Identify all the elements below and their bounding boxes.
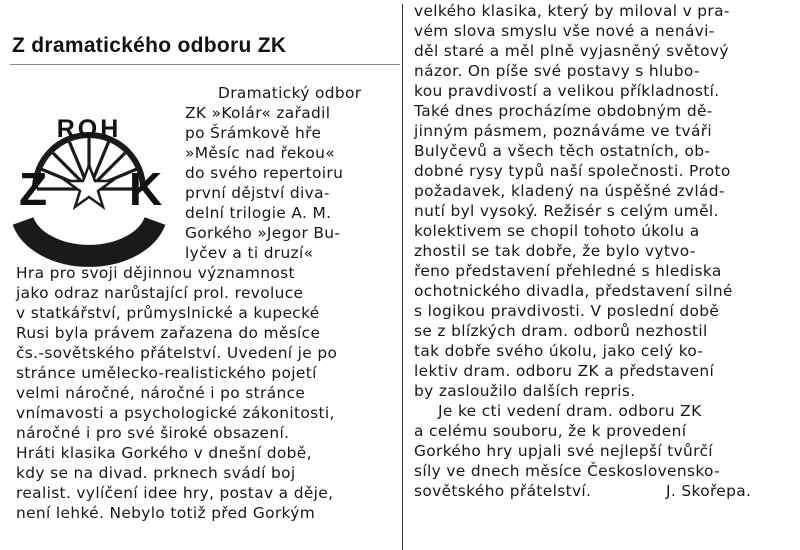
text-line: v statkářství, průmyslnické a kupecké [16, 304, 320, 322]
logo-bottom-text: AZNP [51, 207, 125, 239]
text-line: po Šrámkově hře [185, 124, 322, 142]
text-line: řeno představení přehledné s hlediska [414, 262, 722, 280]
text-line: sovětského přátelství. [414, 482, 592, 500]
text-line: stránce umělecko-realistického pojetí [16, 364, 317, 382]
text-line: jako odraz narůstající prol. revoluce [16, 284, 304, 302]
text-line: zhostil se tak dobře, že bylo vytvo- [414, 242, 696, 260]
text-line: děl staré a měl plně vyjasněný světový [414, 42, 729, 60]
text-line: Rusi byla právem zařazena do měsíce [16, 324, 321, 342]
text-line: požadavek, kladený na úspěšné zvlád- [414, 182, 725, 200]
text-line: čs.-sovětského přátelství. Uvedení je po [16, 344, 338, 362]
text-line: dobné rysy typů naší společnosti. Proto [414, 162, 731, 180]
text-line: tak dobře svého úkolu, jako celý ko- [414, 342, 704, 360]
text-line: jinným pásmem, poznáváme ve tváři [414, 122, 713, 140]
text-line: kdy se na divad. prknech svádí boj [16, 464, 296, 482]
text-line: Dramatický odbor [218, 84, 362, 102]
roh-zk-aznp-logo [5, 103, 171, 273]
text-line: Gorkého hry upjali své nejlepší tvůrčí [414, 442, 713, 460]
text-line: vnímavosti a psychologické zákonitosti, [16, 404, 335, 422]
text-line: velmi náročné, náročné i po stránce [16, 384, 306, 402]
text-line: lektiv dram. odboru ZK a představení [414, 362, 715, 380]
logo-left-letter: Z [19, 163, 48, 215]
text-line: ZK »Kolár« zařadil [185, 104, 331, 122]
text-line: názor. On píše své postavy s hlubo- [414, 62, 700, 80]
text-line: nutí byl vysoký. Režisér s celým uměl. [414, 202, 719, 220]
headline-underline [10, 64, 400, 65]
text-line: není lehké. Nebylo totiž před Gorkým [16, 504, 316, 522]
text-line: s logikou pravdivosti. V poslední době [414, 302, 720, 320]
text-line: velkého klasika, který by miloval v pra- [414, 2, 730, 20]
text-line: Hra pro svoji dějinnou významnost [16, 264, 295, 282]
text-line: se z blízkých dram. odborů nezhostil [414, 322, 708, 340]
text-line: ochotnického divadla, představení silné [414, 282, 733, 300]
text-line: kolektivem se chopil tohoto úkolu a [414, 222, 700, 240]
text-line: realist. vylíčení idee hry, postav a děje, [16, 484, 334, 502]
text-line: náročné i pro své široké obsazení. [16, 424, 290, 442]
author-signature: J. Skořepa. [666, 482, 752, 500]
logo-top-text: ROH [56, 115, 122, 143]
article-headline: Z dramatického odboru ZK [12, 34, 287, 57]
text-line: síly ve dnech měsíce Československo- [414, 462, 721, 480]
text-line: by zasloužilo dalších repris. [414, 382, 636, 400]
right-column [402, 0, 800, 550]
text-line: Gorkého »Jegor Bu- [185, 224, 341, 242]
text-line: Bulyčevů a všech těch ostatních, ob- [414, 142, 711, 160]
text-line: do svého repertoiru [185, 164, 344, 182]
text-line: kou pravdivostí a velikou příkladností. [414, 82, 720, 100]
text-line: Hráti klasika Gorkého v dnešní době, [16, 444, 312, 462]
text-line: a celému souboru, že k provedení [414, 422, 687, 440]
text-line: vém slova smyslu vše nové a nenávi- [414, 22, 715, 40]
text-line: Také dnes procházíme obdobným dě- [414, 102, 713, 120]
text-line: první dějství diva- [185, 184, 330, 202]
logo-right-letter: K [129, 163, 163, 215]
text-line: »Měsíc nad řekou« [185, 144, 336, 162]
text-line: Je ke cti vedení dram. odboru ZK [438, 402, 702, 420]
text-line: delní trilogie A. M. [185, 204, 332, 222]
text-line: lyčev a ti druzí« [185, 244, 314, 262]
